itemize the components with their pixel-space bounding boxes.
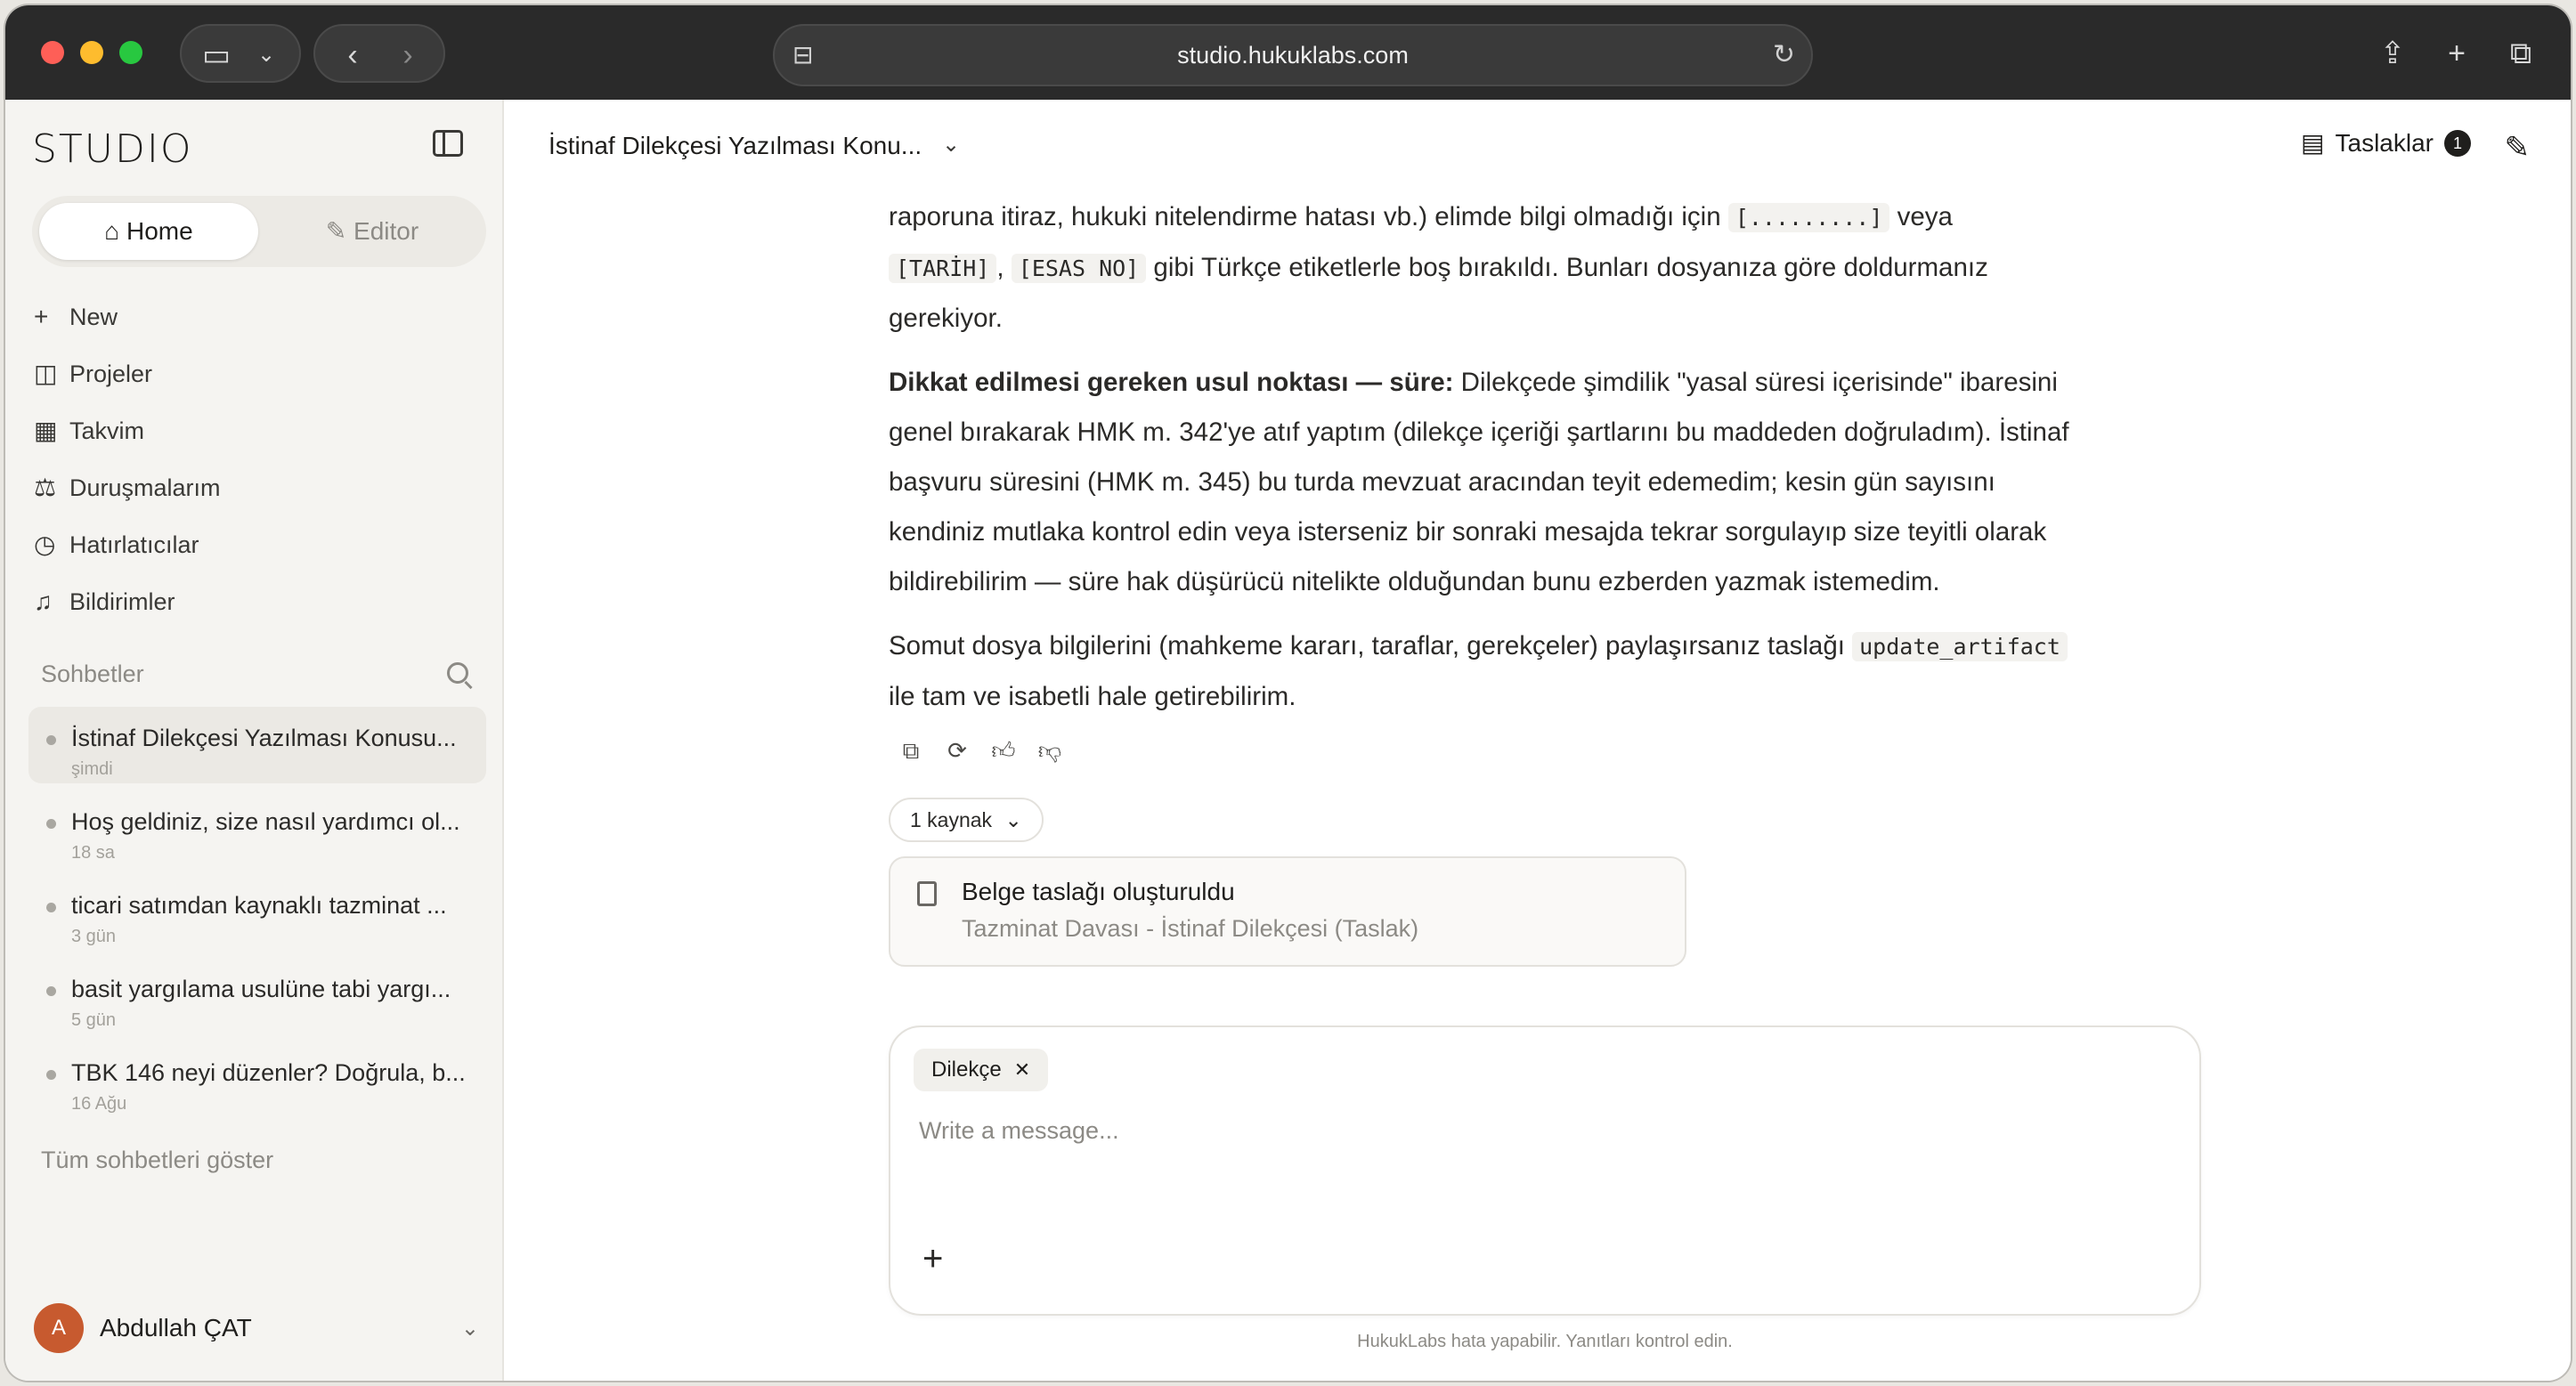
- chat-list: [28, 707, 486, 1125]
- context-chip[interactable]: Dilekçe ✕: [914, 1049, 1048, 1091]
- home-tab[interactable]: ⌂ Home: [39, 203, 258, 260]
- sidebar-nav: [34, 288, 479, 630]
- chat-time: şimdi: [71, 759, 113, 779]
- chevron-down-icon: ⌄: [1004, 808, 1022, 831]
- chat-time: 5 gün: [71, 1010, 117, 1030]
- forward-arrow-icon[interactable]: ›: [402, 38, 413, 72]
- sidebar-item-projeler[interactable]: ◫ Projeler: [34, 345, 479, 402]
- pencil-icon: ✎: [325, 217, 354, 245]
- search-icon[interactable]: [447, 662, 468, 684]
- regenerate-icon[interactable]: ⟳: [947, 737, 967, 764]
- artifact-title: Belge taslağı oluşturuldu: [962, 878, 1235, 905]
- chat-time: 18 sa: [71, 843, 115, 863]
- editor-tab[interactable]: ✎ Editor: [325, 217, 419, 245]
- plus-icon: +: [34, 303, 49, 330]
- message-paragraph: Somut dosya bilgilerini (mahkeme kararı, taraflar, gerekçeler) paylaşırsanız taslağı update_artifact ile tam ve isabetli hale getirebilirim.: [889, 621, 2073, 722]
- thumbs-down-icon[interactable]: 👎︎: [1037, 737, 1062, 764]
- zoom-window-button[interactable]: [119, 41, 142, 64]
- sidebar: [5, 100, 504, 1381]
- drafts-count-badge: 1: [2444, 130, 2471, 157]
- chat-title: Hoş geldiniz, size nasıl yardımcı ol...: [71, 808, 460, 835]
- calendar-icon: ▦: [34, 417, 58, 444]
- avatar: A: [34, 1303, 84, 1353]
- app-logo: STUDIO: [32, 126, 193, 172]
- chat-item[interactable]: [28, 790, 486, 867]
- sidebar-item-takvim[interactable]: ▦ Takvim: [34, 402, 479, 459]
- tab-overview-icon[interactable]: ⧉: [2509, 36, 2532, 70]
- chat-dot: [46, 903, 56, 912]
- chevron-down-icon[interactable]: ⌄: [256, 43, 276, 67]
- message-composer: [889, 1025, 2201, 1316]
- chat-title: TBK 146 neyi düzenler? Doğrula, b...: [71, 1059, 466, 1086]
- sidebar-item-new[interactable]: + New: [34, 288, 479, 345]
- sidebar-item-durusmalarim[interactable]: ⚖ Duruşmalarım: [34, 459, 479, 516]
- main-panel: [506, 100, 2571, 1381]
- chat-dot: [46, 986, 56, 996]
- page-settings-icon[interactable]: ⊟: [792, 41, 814, 69]
- document-icon: ▤: [2301, 129, 2325, 157]
- scale-icon: ⚖: [34, 474, 57, 501]
- chat-dot: [46, 819, 56, 829]
- sidebar-item-hatirlaticilar[interactable]: ◷ Hatırlatıcılar: [34, 516, 479, 573]
- reload-icon[interactable]: ↻: [1772, 40, 1795, 69]
- artifact-subtitle: Tazminat Davası - İstinaf Dilekçesi (Taslak): [962, 915, 1419, 942]
- new-chat-icon[interactable]: ✎: [2504, 131, 2530, 165]
- show-all-chats-link[interactable]: Tüm sohbetleri göster: [41, 1147, 274, 1173]
- chat-title: basit yargılama usulüne tabi yargı...: [71, 976, 451, 1002]
- new-tab-icon[interactable]: +: [2448, 36, 2466, 70]
- sidebar-toggle-group[interactable]: [180, 24, 301, 83]
- chat-time: 16 Ağu: [71, 1094, 127, 1114]
- chevron-down-icon[interactable]: ⌄: [460, 1316, 479, 1341]
- add-attachment-button[interactable]: +: [922, 1239, 944, 1278]
- thumbs-up-icon[interactable]: 👍︎: [991, 737, 1016, 764]
- mode-switcher: [32, 196, 486, 267]
- chat-title: İstinaf Dilekçesi Yazılması Konusu...: [71, 725, 457, 751]
- assistant-message: [889, 192, 2073, 736]
- home-icon: ⌂: [104, 217, 126, 245]
- share-icon[interactable]: ⇪: [2379, 36, 2406, 70]
- bell-icon: ♫: [34, 588, 53, 615]
- user-name: Abdullah ÇAT: [100, 1314, 252, 1341]
- message-input[interactable]: [919, 1113, 2166, 1148]
- chevron-down-icon[interactable]: ⌄: [942, 133, 961, 157]
- disclaimer-text: HukukLabs hata yapabilir. Yanıtları kontrol edin.: [1357, 1332, 1733, 1351]
- chat-dot: [46, 735, 56, 745]
- briefcase-icon: ◫: [34, 360, 58, 387]
- chats-section-header: Sohbetler: [41, 661, 468, 688]
- sources-dropdown[interactable]: 1 kaynak ⌄: [889, 798, 1044, 842]
- copy-icon[interactable]: ⧉: [902, 737, 920, 764]
- minimize-window-button[interactable]: [80, 41, 103, 64]
- message-paragraph: raporuna itiraz, hukuki nitelendirme hatası vb.) elimde bilgi olmadığı için [.........] veya [TARİH] , [ESAS NO] gibi Türkçe etiketlerle boş bırakıldı. Bunları dosyanıza göre doldurmanız gerekiyor.: [889, 202, 1988, 333]
- chat-item-active[interactable]: [28, 707, 486, 783]
- back-arrow-icon[interactable]: ‹: [347, 38, 358, 72]
- browser-window: [5, 5, 2571, 1381]
- collapse-sidebar-icon[interactable]: [433, 130, 463, 157]
- browser-toolbar: [5, 5, 2571, 100]
- chat-title: ticari satımdan kaynaklı tazminat ...: [71, 892, 447, 919]
- document-icon: [917, 881, 937, 906]
- chat-item[interactable]: [28, 958, 486, 1034]
- conversation-title[interactable]: İstinaf Dilekçesi Yazılması Konu...: [549, 132, 922, 159]
- user-menu[interactable]: [34, 1301, 479, 1355]
- sidebar-item-bildirimler[interactable]: ♫ Bildirimler: [34, 573, 479, 630]
- chat-item[interactable]: [28, 1042, 486, 1118]
- close-window-button[interactable]: [41, 41, 64, 64]
- close-icon[interactable]: ✕: [1013, 1058, 1031, 1081]
- address-bar[interactable]: [773, 24, 1813, 86]
- navigation-group: [313, 24, 445, 83]
- message-paragraph: Dikkat edilmesi gereken usul noktası — süre: Dilekçede şimdilik "yasal süresi içerisinde" ibaresini genel bırakarak HMK m. 342'ye atıf yaptım (dilekçe içeriği şartlarını bu maddeden doğruladım). İstinaf başvuru süresini (HMK m. 345) bu turda mevzuat aracından teyit edemedim; kesin gün sayısını kendiniz mutlaka kontrol edin veya isterseniz bir sonraki mesajda tekrar sorgulayıp size teyitli olarak bildirebilirim — süre hak düşürücü nitelikte olduğundan bunu ezberden yazmak istemedim.: [889, 368, 2069, 596]
- chat-dot: [46, 1070, 56, 1080]
- url-text[interactable]: studio.hukuklabs.com: [1177, 42, 1409, 69]
- artifact-card[interactable]: [889, 856, 1686, 967]
- browser-sidebar-icon[interactable]: ▭: [201, 38, 232, 72]
- chat-item[interactable]: [28, 874, 486, 951]
- drafts-button[interactable]: ▤ Taslaklar 1: [2301, 128, 2471, 158]
- message-actions: [898, 737, 1063, 764]
- chat-time: 3 gün: [71, 927, 117, 946]
- timer-icon: ◷: [34, 531, 56, 558]
